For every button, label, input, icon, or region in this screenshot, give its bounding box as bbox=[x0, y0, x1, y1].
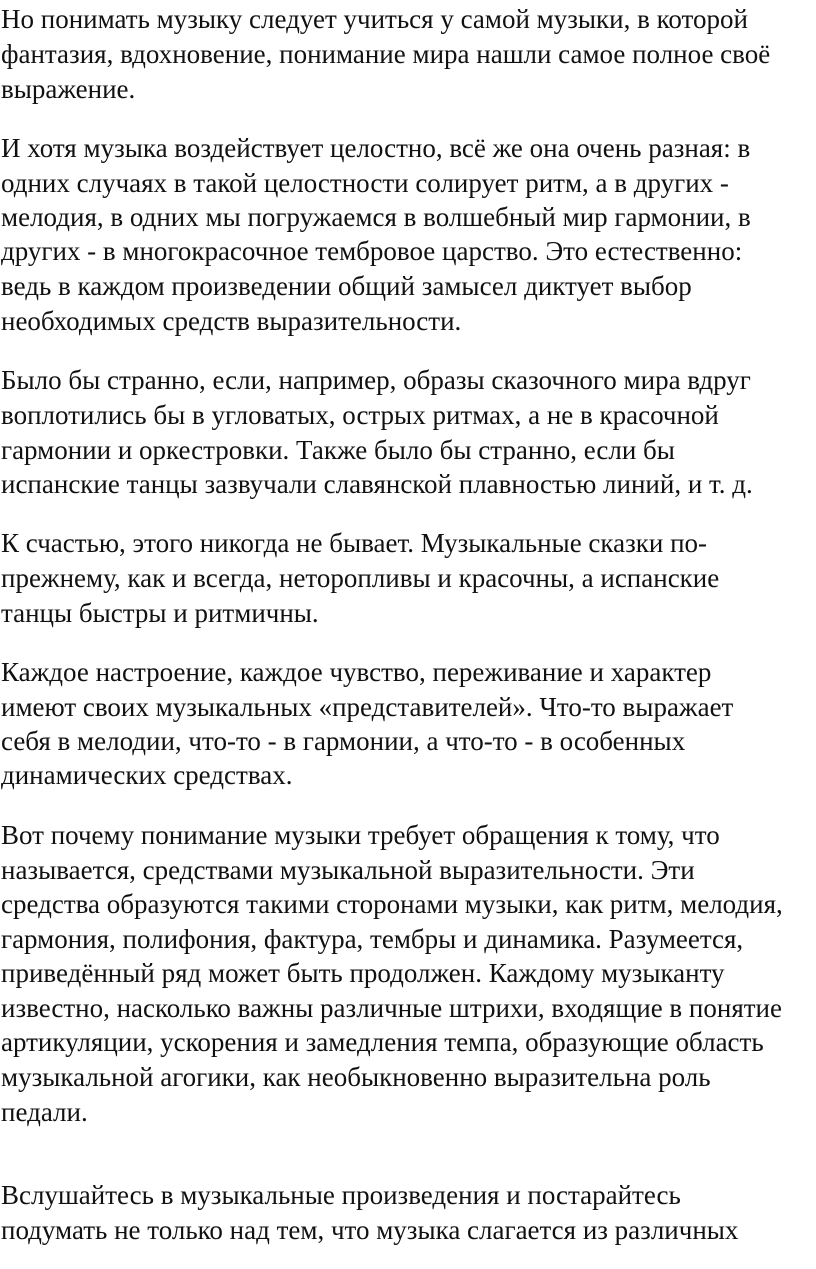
paragraph-line: гармония, полифония, фактура, тембры и динамика. Разумеется, bbox=[1, 924, 744, 954]
paragraph-line: Но понимать музыку следует учиться у самой музыки, в которой bbox=[1, 4, 748, 34]
paragraph-line: динамических средствах. bbox=[1, 760, 293, 790]
paragraph-line: называется, средствами музыкальной выразительности. Эти bbox=[1, 855, 695, 885]
paragraph-line: фантазия, вдохновение, понимание мира нашли самое полное своё bbox=[1, 39, 771, 69]
paragraph-line: К счастью, этого никогда не бывает. Музыкальные сказки по- bbox=[1, 528, 708, 558]
paragraph-line: подумать не только над тем, что музыка слагается из различных bbox=[1, 1215, 739, 1245]
paragraph-line: Было бы странно, если, например, образы сказочного мира вдруг bbox=[1, 365, 751, 395]
paragraph-line: известно, насколько важны различные штрихи, входящие в понятие bbox=[1, 993, 782, 1023]
paragraph-line: выражение. bbox=[1, 74, 136, 104]
paragraph-line: Каждое настроение, каждое чувство, переживание и характер bbox=[1, 657, 712, 687]
paragraph-line: необходимых средств выразительности. bbox=[1, 306, 462, 336]
paragraph-line: гармонии и оркестровки. Также было бы странно, если бы bbox=[1, 435, 675, 465]
paragraph-line: прежнему, как и всегда, неторопливы и красочны, а испанские bbox=[1, 563, 720, 593]
paragraph-line: других - в многокрасочное тембровое царство. Это естественно: bbox=[1, 236, 743, 266]
paragraph-line: Вот почему понимание музыки требует обращения к тому, что bbox=[1, 820, 720, 850]
paragraph-line: воплотились бы в угловатых, острых ритмах, а не в красочной bbox=[1, 400, 719, 430]
paragraph-line: педали. bbox=[1, 1097, 88, 1127]
paragraph-line: испанские танцы зазвучали славянской плавностью линий, и т. д. bbox=[1, 469, 753, 499]
paragraph-line: артикуляции, ускорения и замедления темпа, образующие область bbox=[1, 1027, 764, 1057]
paragraph-line: себя в мелодии, что-то - в гармонии, а что-то - в особенных bbox=[1, 726, 686, 756]
paragraph-line: музыкальной агогики, как необыкновенно выразительна роль bbox=[1, 1062, 711, 1092]
paragraph-line: Вслушайтесь в музыкальные произведения и постарайтесь bbox=[1, 1180, 681, 1210]
paragraph-line: танцы быстры и ритмичны. bbox=[1, 598, 319, 628]
paragraph-line: средства образуются такими сторонами музыки, как ритм, мелодия, bbox=[1, 889, 783, 919]
paragraph-line: приведённый ряд может быть продолжен. Каждому музыканту bbox=[1, 958, 725, 988]
paragraph-line: ведь в каждом произведении общий замысел диктует выбор bbox=[1, 271, 692, 301]
paragraph-line: мелодия, в одних мы погружаемся в волшебный мир гармонии, в bbox=[1, 202, 751, 232]
paragraph-line: И хотя музыка воздействует целостно, всё же она очень разная: в bbox=[1, 133, 751, 163]
paragraph-line: имеют своих музыкальных «представителей». Что-то выражает bbox=[1, 692, 734, 722]
paragraph-line: одних случаях в такой целостности солирует ритм, а в других - bbox=[1, 168, 729, 198]
